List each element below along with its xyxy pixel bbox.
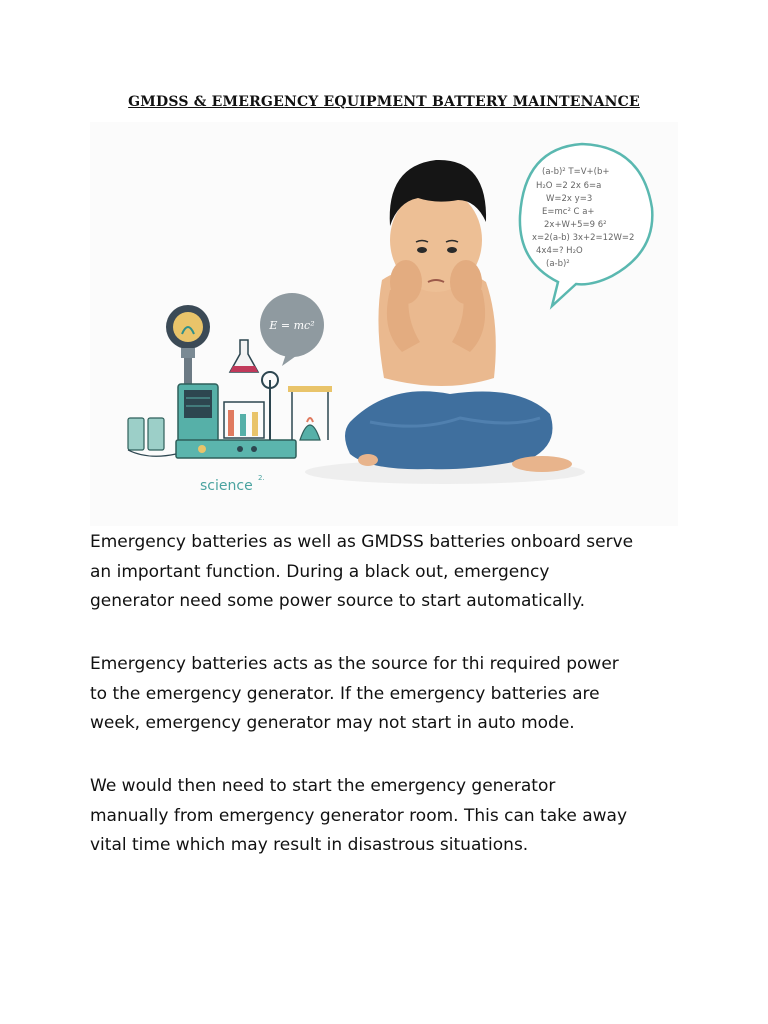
paragraph-line: week, emergency generator may not start in auto mode.: [90, 713, 575, 733]
thought-formula-line: 2x+W+5=9 6²: [544, 220, 607, 230]
paragraph-line: Emergency batteries as well as GMDSS batteries onboard serve: [90, 532, 634, 552]
thought-formula-line: H₂O =2 2x 6=a: [536, 181, 602, 191]
document-title: GMDSS & EMERGENCY EQUIPMENT BATTERY MAINTENANCE: [128, 94, 640, 110]
paragraph-line: vital time which may result in disastrous situations.: [90, 835, 529, 855]
paragraph-3: [90, 772, 690, 861]
thought-formula-line: x=2(a-b) 3x+2=12W=2: [532, 233, 635, 243]
thought-formula-line: (a-b)² T=V+(b+: [542, 167, 610, 177]
paragraph-line: to the emergency generator. If the emergency batteries are: [90, 683, 600, 704]
thought-formula-line: (a-b)²: [546, 259, 570, 269]
science-logo-superscript: 2.: [258, 474, 265, 482]
thought-formula-line: E=mc² C a+: [542, 207, 595, 217]
illustration-image: [90, 122, 678, 526]
paragraph-1: [90, 528, 690, 617]
paragraph-line: an important function. During a black out, emergency: [90, 561, 550, 582]
paragraph-line: generator need some power source to start automatically.: [90, 591, 586, 611]
thought-formula-line: 4x4=? H₂O: [536, 246, 583, 256]
paragraph-2: [90, 650, 690, 739]
thought-formula-line: W=2x y=3: [546, 194, 593, 204]
lightbulb-bubble-formula: E = mc²: [269, 319, 315, 332]
science-logo-text: science: [200, 478, 253, 494]
paragraph-line: We would then need to start the emergency generator: [90, 776, 556, 796]
paragraph-line: Emergency batteries acts as the source for thi required power: [90, 654, 619, 674]
paragraph-line: manually from emergency generator room. This can take away: [90, 805, 628, 826]
